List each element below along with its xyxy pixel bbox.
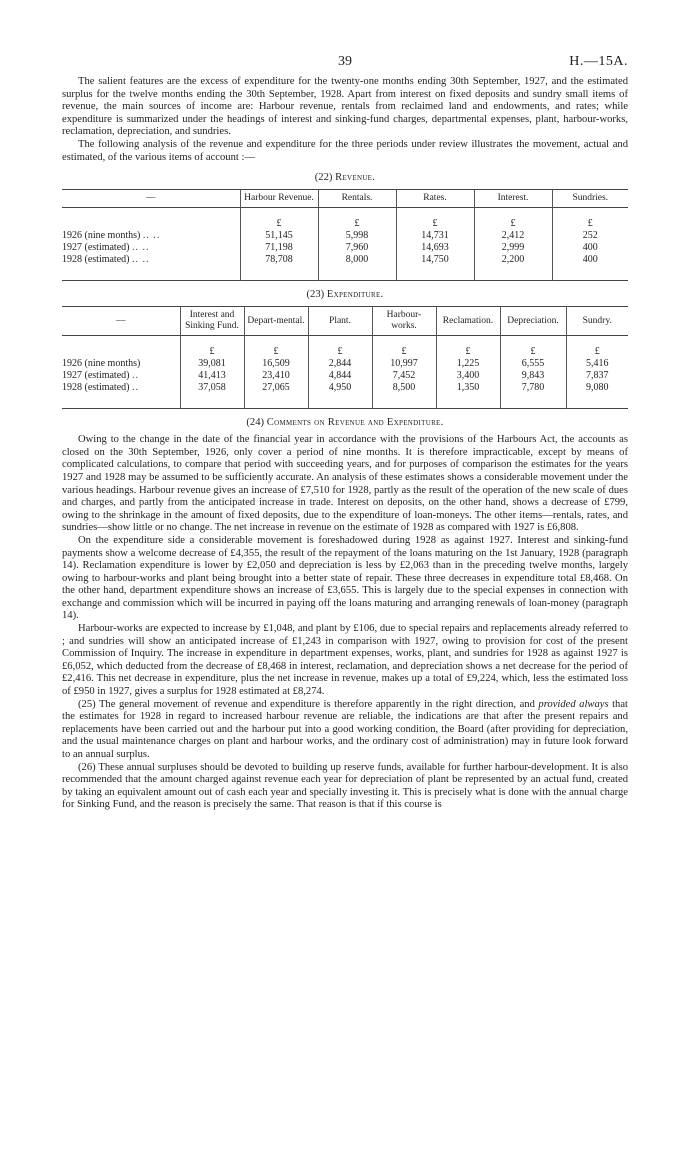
expenditure-table — [62, 306, 628, 409]
expenditure-col-header: Reclamation. — [436, 307, 500, 336]
table-cell: 6,555 — [500, 358, 566, 370]
table-cell: 252 — [582, 230, 598, 242]
table-cell: 7,960 — [318, 242, 396, 254]
table-cell: 27,065 — [244, 382, 308, 409]
unit-cell: £ — [436, 336, 500, 359]
revenue-table — [62, 189, 628, 281]
table-cell: 41,413 — [180, 370, 244, 382]
expenditure-col-header: Depreciation. — [500, 307, 566, 336]
revenue-col-header: Interest. — [474, 190, 552, 208]
revenue-col-header: Harbour Revenue. — [240, 190, 318, 208]
table-row — [62, 358, 628, 370]
table-cell: 14,750 — [396, 254, 474, 281]
revenue-col-header: Sundries. — [572, 193, 609, 204]
page-header — [62, 54, 628, 76]
revenue-header-row — [62, 190, 628, 208]
expenditure-col-header: Harbour-works. — [372, 307, 436, 336]
intro-paragraph-2: The following analysis of the revenue and expenditure for the three periods under review illustrates the movement, actual and estimated, of the various items of account :— — [62, 138, 628, 163]
revenue-table-title: Revenue. — [335, 172, 376, 184]
unit-cell: £ — [308, 336, 372, 359]
table-cell: 3,400 — [436, 370, 500, 382]
paragraph-26: (26) These annual surpluses should be devoted to building up reserve funds, available for further harbour-development. It is also recommended that the amount charged against revenue each year for depreciation of plant be represented by an actual fund, created by taking an equivalent amount out of cash each year and specially investing it. This is precisely what is done with the annual charge for Sinking Fund, and the reason is precisely the same. That reason is that if this course is — [62, 761, 628, 811]
table-cell: 71,198 — [240, 242, 318, 254]
emphasis-provided-always: provided always — [538, 698, 609, 710]
revenue-col-header: — — [62, 190, 240, 208]
unit-cell: £ — [396, 208, 474, 231]
table-cell: 10,997 — [372, 358, 436, 370]
unit-cell: £ — [240, 208, 318, 231]
expenditure-col-header: — — [62, 307, 180, 336]
table-cell: 2,844 — [308, 358, 372, 370]
paragraph-25: (25) The general movement of revenue and expenditure is therefore apparently in the right direction, and provided always that the estimates for 1928 in regard to increased harbour revenue are reliable, the indications are that after the present repairs and replacements have been carried out and the harbour put into a good working condition, the Board (after providing for depreciation, and the usual maintenance charges on plant and harbour works, and the ordinary cost of administration) may in future look forward to an annual surplus. — [62, 698, 628, 760]
table-cell: 14,731 — [396, 230, 474, 242]
comments-number: (24) — [246, 417, 265, 429]
table-cell: 9,080 — [586, 382, 609, 394]
expenditure-table-title: Expenditure. — [326, 289, 384, 301]
comments-heading — [62, 417, 628, 428]
row-label: 1926 (nine months) — [62, 358, 180, 370]
table-cell: 39,081 — [180, 358, 244, 370]
revenue-unit-row — [62, 208, 628, 231]
expenditure-table-caption — [62, 289, 628, 300]
table-cell: 14,693 — [396, 242, 474, 254]
table-row — [62, 230, 628, 242]
table-cell: 51,145 — [240, 230, 318, 242]
expenditure-col-header: Interest and Sinking Fund. — [180, 307, 244, 336]
unit-cell: £ — [500, 336, 566, 359]
table-cell: 78,708 — [240, 254, 318, 281]
expenditure-header-row — [62, 307, 628, 336]
table-row — [62, 242, 628, 254]
table-cell: 16,509 — [244, 358, 308, 370]
row-label: 1928 (estimated) .. — [62, 382, 180, 409]
intro-paragraph-1: The salient features are the excess of expenditure for the twenty-one months ending 30th September, 1927, and the estimated surplus for the twelve months ending the 30th September, 1928. Apart from interest on fixed deposits and sundry small items of revenue, the main sources of income are: Harbour revenue, rentals from reclaimed land and endowments, and rates; while expenditure is summarized under the headings of interest and sinking-fund charges, departmental expenses, plant, harbour-works, reclamation, depreciation, and sundries. — [62, 76, 628, 138]
comments-paragraph-1: Owing to the change in the date of the financial year in accordance with the provisions of the Harbours Act, the accounts as closed on the 30th September, 1926, only cover a period of nine months. It is therefore impracticable, except by means of complicated calculations, to compare that period with succeeding years, and for purposes of comparison the estimates for the years 1927 and 1928 may be assumed to be sufficiently accurate. An analysis of these estimates shows a considerable movement under the various headings. Harbour revenue gives an increase of £7,510 for 1928, partly as the result of the operation of the new scale of dues and charges, and partly from the anticipated increase in trade. Interest on deposits, on the other hand, shows a decrease of £799, owing to the shrinkage in the amount of fixed deposits, due to the expenditure of loan-moneys. The other items—rentals, rates, and sundries—show little or no change. The net increase in revenue on the estimate of 1928 as compared with 1927 is £6,808. — [62, 434, 628, 534]
comments-paragraph-3: Harbour-works are expected to increase by £1,048, and plant by £106, due to special repairs and replacements already referred to ; and sundries will show an anticipated increase of £1,243 in comparison with 1927, owing to provision for cost of the present Commission of Inquiry. The increase in expenditure in department expenses, works, plant, and sundries for 1928 as against 1927 is £6,052, which deducted from the decrease of £8,468 in interest, reclamation, and depreciation shows a net decrease for the period of £2,416. This net decrease in expenditure, plus the net increase in revenue, makes up a total of £9,224, which, less the estimated loss of £950 in 1927, gives a surplus for 1928 estimated at £8,274. — [62, 623, 628, 698]
unit-cell: £ — [594, 346, 600, 358]
table-cell: 5,998 — [318, 230, 396, 242]
table-row — [62, 370, 628, 382]
table-cell: 1,225 — [436, 358, 500, 370]
table-cell: 2,412 — [474, 230, 552, 242]
table-cell: 7,452 — [372, 370, 436, 382]
table-cell: 400 — [582, 242, 598, 254]
table-cell: 9,843 — [500, 370, 566, 382]
unit-cell: £ — [372, 336, 436, 359]
unit-cell: £ — [244, 336, 308, 359]
comments-paragraph-2: On the expenditure side a considerable movement is foreshadowed during 1928 as against 1927. Interest and sinking-fund payments show a welcome decrease of £4,355, the result of the repayment of the loans maturing on the 1st January, 1928 (paragraph 14). Reclamation expenditure is lower by £2,050 and depreciation is less by £2,063 than in the preceding twelve months, largely owing to harbour-works and plant being brought into a better state of repair. These three decreases in expenditure total £8,468. On the other hand, department expenditure shows an increase of £3,655. This is largely due to the special expenses in connection with exchange and commission which will be incurred in paying off the loans maturing and arranging renewals of loan-money (paragraph 14). — [62, 534, 628, 622]
row-label: 1927 (estimated) .. .. — [62, 242, 240, 254]
document-reference: H.—15A. — [569, 54, 628, 69]
table-cell: 7,780 — [500, 382, 566, 409]
expenditure-col-header: Plant. — [308, 307, 372, 336]
unit-cell: £ — [474, 208, 552, 231]
table-cell: 23,410 — [244, 370, 308, 382]
table-cell: 7,837 — [586, 370, 609, 382]
table-cell: 4,844 — [308, 370, 372, 382]
row-label: 1926 (nine months) .. .. — [62, 230, 240, 242]
revenue-col-header: Rentals. — [318, 190, 396, 208]
expenditure-table-number: (23) — [306, 289, 325, 301]
comments-title: Comments on Revenue and Expenditure. — [266, 417, 444, 429]
unit-cell: £ — [180, 336, 244, 359]
table-cell: 2,999 — [474, 242, 552, 254]
unit-cell: £ — [587, 218, 593, 230]
table-cell: 400 — [582, 254, 598, 266]
expenditure-unit-row — [62, 336, 628, 359]
revenue-col-header: Rates. — [396, 190, 474, 208]
page-number: 39 — [338, 54, 352, 69]
revenue-table-caption — [62, 172, 628, 183]
expenditure-col-header: Sundry. — [582, 315, 612, 326]
table-row — [62, 382, 628, 409]
expenditure-col-header: Depart-mental. — [244, 307, 308, 336]
table-cell: 37,058 — [180, 382, 244, 409]
table-cell: 8,500 — [372, 382, 436, 409]
table-cell: 5,416 — [586, 358, 609, 370]
table-cell: 8,000 — [318, 254, 396, 281]
table-cell: 2,200 — [474, 254, 552, 281]
revenue-table-number: (22) — [314, 172, 333, 184]
row-label: 1927 (estimated) .. — [62, 370, 180, 382]
page — [62, 54, 628, 812]
row-label: 1928 (estimated) .. .. — [62, 254, 240, 281]
table-row — [62, 254, 628, 281]
unit-cell: £ — [318, 208, 396, 231]
table-cell: 4,950 — [308, 382, 372, 409]
table-cell: 1,350 — [436, 382, 500, 409]
